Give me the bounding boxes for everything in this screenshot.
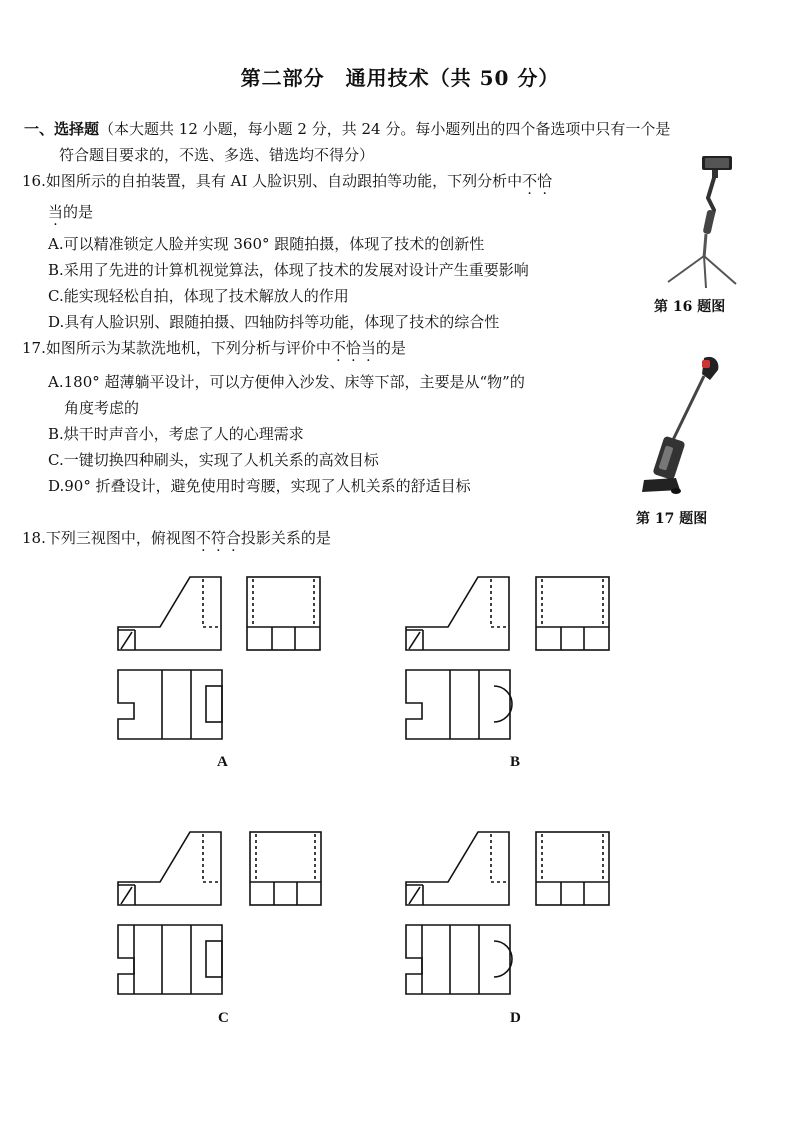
q17-option-c: C.一键切换四种刷头，实现了人机关系的高效目标 [48, 451, 379, 469]
q18-option-a-drawing [118, 577, 328, 747]
section-instructions: （本大题共 12 小题，每小题 2 分，共 24 分。每小题列出的四个备选项中只有一个是 [99, 120, 671, 138]
q17-stem-text: 17.如图所示为某款洗地机，下列分析与评价中 [22, 339, 331, 357]
q16-stem [22, 171, 552, 191]
q16-emphasis-1: 不 [522, 172, 538, 190]
q18-stem-end: 投影关系的是 [240, 529, 331, 547]
q18-option-b-label: B [510, 754, 521, 770]
q18-option-c-drawing [118, 832, 328, 1002]
section-heading: 一、选择题 [24, 120, 100, 138]
q16-emphasis-2: 恰 [537, 172, 553, 190]
q16-stem-end: 的是 [63, 203, 94, 221]
q18-option-d-label: D [510, 1010, 521, 1026]
q17-option-b: B.烘干时声音小，考虑了人的心理需求 [48, 425, 304, 443]
q17-figure-floor-washer [636, 350, 726, 500]
section-instructions-line2: 符合题目要求的，不选、多选、错选均不得分） [59, 146, 375, 164]
q16-option-a: A.可以精准锁定人脸并实现 360° 跟随拍摄，体现了技术的创新性 [48, 235, 485, 253]
q17-option-a-line1: A.180° 超薄躺平设计，可以方便伸入沙发、床等下部，主要是从“物”的 [48, 373, 525, 391]
q16-figure-selfie-tripod [650, 148, 750, 290]
q16-option-b: B.采用了先进的计算机视觉算法，体现了技术的发展对设计产生重要影响 [48, 261, 529, 279]
q18-option-d-drawing [406, 832, 616, 1002]
q17-emphasis-2: 恰 [345, 339, 361, 357]
q17-emphasis-1: 不 [330, 339, 346, 357]
section-heading-line1 [24, 119, 670, 139]
q18-emphasis-3: 合 [225, 529, 241, 547]
q16-option-c: C.能实现轻松自拍，体现了技术解放人的作用 [48, 287, 349, 305]
q17-emphasis-3: 当 [360, 339, 376, 357]
q16-figure-caption: 第 16 题图 [654, 299, 726, 315]
q16-option-d: D.具有人脸识别、跟随拍摄、四轴防抖等功能，体现了技术的综合性 [48, 313, 500, 331]
q16-stem-text: 16.如图所示的自拍装置，具有 AI 人脸识别、自动跟拍等功能，下列分析中 [22, 172, 523, 190]
q17-stem [22, 338, 406, 358]
page-title: 第二部分 通用技术（共 50 分） [240, 66, 560, 90]
q17-option-a-line2: 角度考虑的 [64, 399, 140, 417]
q16-stem-line2 [48, 202, 93, 222]
q18-stem [22, 528, 331, 548]
q17-figure-caption: 第 17 题图 [636, 511, 708, 527]
q17-option-d: D.90° 折叠设计，避免使用时弯腰，实现了人机关系的舒适目标 [48, 477, 471, 495]
q18-emphasis-2: 符 [210, 529, 226, 547]
q18-option-c-label: C [218, 1010, 229, 1026]
q17-stem-end: 的是 [375, 339, 406, 357]
q18-option-b-drawing [406, 577, 616, 747]
q18-option-a-label: A [217, 754, 228, 770]
q18-emphasis-1: 不 [195, 529, 211, 547]
q18-stem-text: 18.下列三视图中，俯视图 [22, 529, 196, 547]
q16-emphasis-3: 当 [48, 203, 64, 221]
